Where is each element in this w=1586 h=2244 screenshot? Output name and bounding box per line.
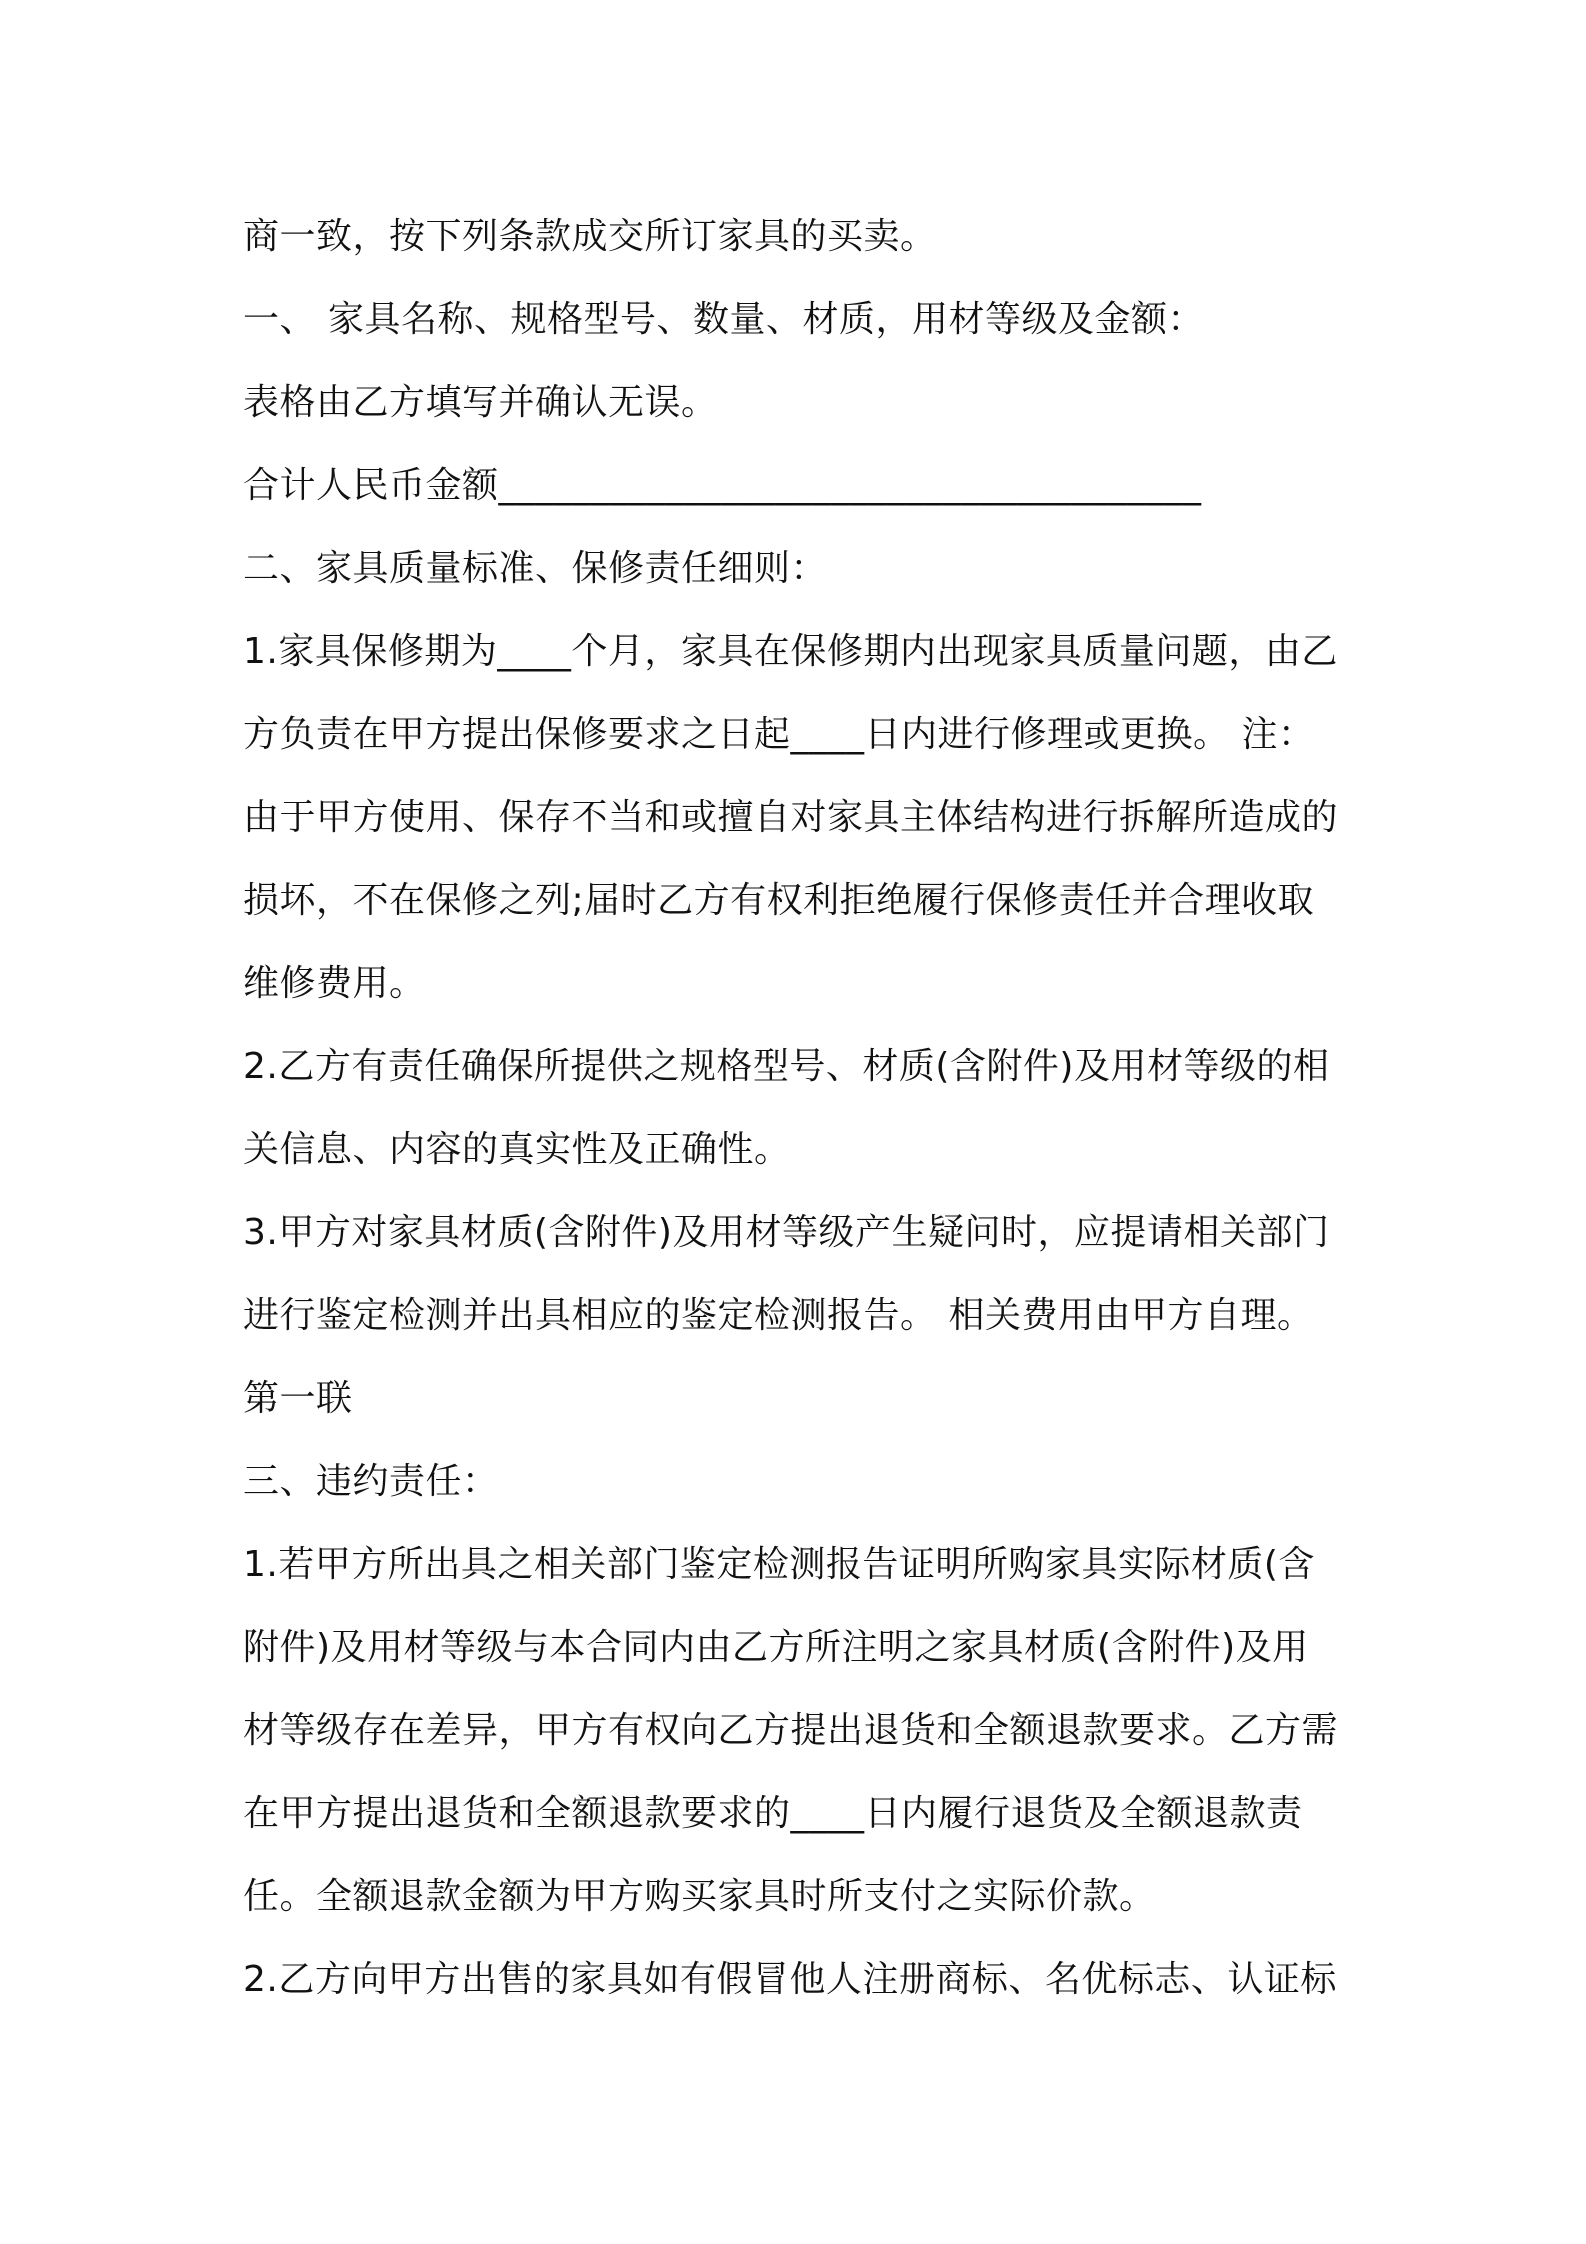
clause-line: 维修费用。	[243, 963, 426, 1004]
clause-line: 2.乙方有责任确保所提供之规格型号、材质(含附件)及用材等级的相	[243, 1046, 1330, 1087]
clause-line: 材等级存在差异，甲方有权向乙方提出退货和全额退款要求。乙方需	[243, 1710, 1339, 1751]
clause-line: 进行鉴定检测并出具相应的鉴定检测报告。 相关费用由甲方自理。	[243, 1295, 1314, 1336]
section-heading-2: 二、家具质量标准、保修责任细则：	[243, 548, 828, 589]
clause-line: 方负责在甲方提出保修要求之日起____日内进行修理或更换。 注：	[243, 714, 1315, 755]
clause-line: 由于甲方使用、保存不当和或擅自对家具主体结构进行拆解所造成的	[243, 797, 1339, 838]
section-heading-1: 一、 家具名称、规格型号、数量、材质，用材等级及金额：	[243, 299, 1204, 340]
clause-line: 1.若甲方所出具之相关部门鉴定检测报告证明所购家具实际材质(含	[243, 1544, 1315, 1585]
section-heading-3: 三、违约责任：	[243, 1461, 499, 1502]
copy-label: 第一联	[243, 1378, 353, 1419]
document-body	[243, 195, 1358, 2021]
paragraph-line: 商一致，按下列条款成交所订家具的买卖。	[243, 216, 937, 257]
clause-line: 任。全额退款金额为甲方购买家具时所支付之实际价款。	[243, 1876, 1156, 1917]
clause-line: 损坏，不在保修之列;届时乙方有权利拒绝履行保修责任并合理收取	[243, 880, 1315, 921]
clause-line: 在甲方提出退货和全额退款要求的____日内履行退货及全额退款责	[243, 1793, 1303, 1834]
total-amount-line: 合计人民币金额______________________________________	[243, 465, 1202, 506]
clause-line: 附件)及用材等级与本合同内由乙方所注明之家具材质(含附件)及用	[243, 1627, 1309, 1668]
clause-line: 3.甲方对家具材质(含附件)及用材等级产生疑问时，应提请相关部门	[243, 1212, 1330, 1253]
clause-line: 关信息、内容的真实性及正确性。	[243, 1129, 791, 1170]
clause-line: 1.家具保修期为____个月，家具在保修期内出现家具质量问题，由乙	[243, 631, 1338, 672]
paragraph-line: 表格由乙方填写并确认无误。	[243, 382, 718, 423]
clause-line: 2.乙方向甲方出售的家具如有假冒他人注册商标、名优标志、认证标	[243, 1959, 1337, 2000]
